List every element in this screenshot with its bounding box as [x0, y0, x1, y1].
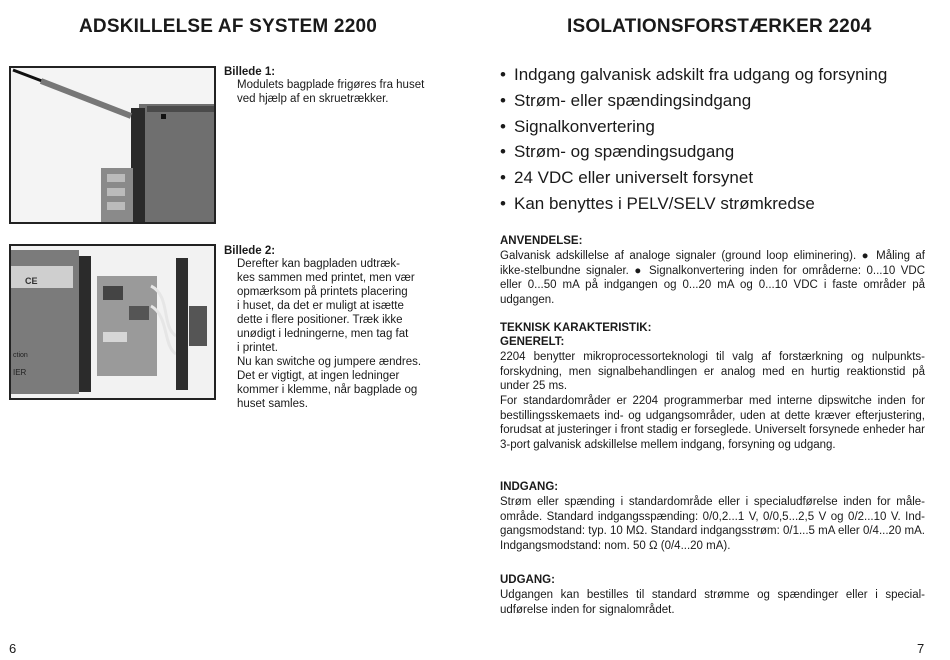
caption-line: kommer i klemme, når bagplade og — [237, 384, 418, 396]
photo-label: ction — [13, 352, 28, 359]
generelt-heading: GENERELT: — [500, 336, 565, 348]
photo-ce-label: CE — [25, 276, 38, 286]
figure-1-title: Billede 1: — [224, 66, 276, 78]
feature-item: • Signalkonvertering — [500, 116, 655, 136]
feature-item: • Strøm- eller spændingsindgang — [500, 90, 752, 110]
caption-line: opmærksom på printets placering — [237, 286, 408, 298]
figure-1-illustration — [11, 68, 214, 222]
indgang-heading: INDGANG: — [500, 481, 559, 493]
figure-2-title: Billede 2: — [224, 245, 276, 257]
figure-2-photo — [9, 244, 216, 400]
figure-2-caption — [224, 245, 421, 411]
caption-line: Nu kan switche og jumpere ændres. — [237, 356, 422, 368]
feature-item: • 24 VDC eller universelt forsynet — [500, 168, 754, 188]
feature-item: • Indgang galvanisk adskilt fra udgang og forsyning — [500, 65, 888, 84]
generelt-paragraph-2: For standardområder er 2204 programmerbar med interne dipswitche inden for bestillingsskemaets ind- og udgangsområder, uden at dette kræver efterjustering, forudsat at justeringer i front stadig er forseglede. Universelt forsynede enheder har 3-port galvanisk adskillelse mellem indgang, forsyning og udgang. — [500, 395, 925, 451]
feature-list — [500, 62, 887, 217]
caption-line: i huset, da det er muligt at isætte — [237, 300, 404, 312]
right-page-number: 7 — [917, 641, 925, 656]
left-page-number: 6 — [9, 641, 17, 656]
feature-item: • Strøm- og spændingsudgang — [500, 142, 735, 162]
caption-line: dette i flere positioner. Træk ikke — [237, 314, 403, 326]
left-page-heading: ADSKILLELSE AF SYSTEM 2200 — [79, 16, 378, 37]
caption-line: huset samles. — [237, 398, 308, 410]
indgang-text: Strøm eller spænding i standardområde eller i specialudførelse inden for måle-område. Standard indgangsspænding: 0/0,2...1 V, 0/0,5...2,5 V og 0/2...10 V. Ind-gangsmodstand: typ. 10 MΩ. Standard indgangsstrøm: 0/1...5 mA eller 0/4...20 mA. Indgangsmodstand: nom. 50 Ω (0/4...20 mA). — [500, 496, 925, 552]
caption-line: unødigt i ledningerne, men tag fat — [237, 328, 409, 340]
anvendelse-heading: ANVENDELSE: — [500, 235, 583, 247]
caption-line: Derefter kan bagpladen udtræk- — [237, 258, 401, 270]
anvendelse-text: Galvanisk adskillelse af analoge signaler (ground loop eliminering). ● Måling af ikke-stelbundne signaler. ● Signalkonvertering inden for områderne: 0...10 VDC eller 0...50 mA på indgangen og 0...20 mA og 0...10 VDC i faste områder på udgangen. — [500, 250, 925, 306]
caption-line: ved hjælp af en skruetrækker. — [237, 93, 389, 105]
teknisk-heading: TEKNISK KARAKTERISTIK: — [500, 322, 652, 334]
caption-line: Modulets bagplade frigøres fra huset — [237, 79, 425, 91]
udgang-text: Udgangen kan bestilles til standard strømme og spændinger eller i special-udførelse inden for signalområdet. — [500, 589, 925, 616]
caption-line: kes sammen med printet, men vær — [237, 272, 415, 284]
figure-2-illustration — [11, 246, 214, 398]
photo-label: IER — [13, 368, 27, 377]
udgang-heading: UDGANG: — [500, 574, 555, 586]
caption-line: i printet. — [237, 342, 278, 354]
figure-1-photo — [9, 66, 216, 224]
caption-line: Det er vigtigt, at ingen ledninger — [237, 370, 400, 382]
generelt-paragraph-1: 2204 benytter mikroprocessorteknologi til valg af forstærkning og nulpunkts-forskydning, men signalbehandlingen er analog med en hurtig reaktionstid på under 25 ms. — [500, 351, 925, 393]
feature-item: • Kan benyttes i PELV/SELV strømkredse — [500, 193, 815, 213]
figure-1-caption — [224, 66, 424, 106]
right-page-heading: ISOLATIONSFORSTÆRKER 2204 — [567, 16, 872, 37]
